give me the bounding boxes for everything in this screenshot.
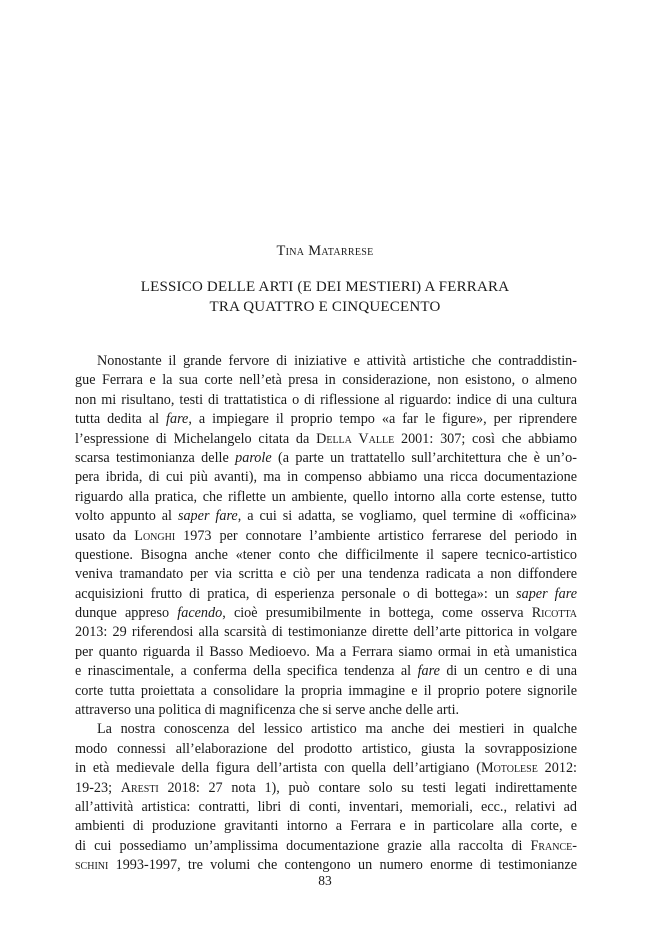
article-title	[0, 277, 650, 317]
author-citation: Longhi	[134, 527, 176, 544]
text-line	[75, 391, 577, 410]
article-title-line: TRA QUATTRO E CINQUECENTO	[209, 299, 441, 315]
text-line	[75, 623, 577, 642]
text-line	[75, 817, 577, 836]
text-line	[75, 682, 577, 701]
text-run: , a impiegare il proprio tempo «a far le figure», per riprendere	[188, 411, 577, 428]
text-run: per quanto riguarda il Basso Medioevo. Ma a Ferrara siamo ormai in età umanistica	[75, 643, 577, 660]
text-run: 2012:	[537, 760, 577, 777]
page-number: 83	[318, 873, 332, 888]
text-line	[75, 740, 577, 759]
text-run: ambienti di produzione gravitanti intorno a Ferrara e in particolare alla corte, e	[75, 818, 577, 835]
text-line	[75, 430, 577, 449]
author-citation: France-	[530, 837, 577, 854]
text-run: di un centro e di una	[439, 663, 577, 680]
text-run: l’espressione di Michelangelo citata da	[75, 430, 317, 447]
text-run: attraverso una politica di magnificenza che si serve anche delle arti.	[75, 702, 460, 719]
text-line	[75, 643, 577, 662]
author-citation: Motolese	[480, 760, 538, 777]
text-run: all’attività artistica: contratti, libri di conti, inventari, memoriali, ecc., relativi ad	[75, 798, 577, 815]
text-run: veniva tramandato per via scritta e ciò per una tendenza radicata a non diffondere	[75, 566, 577, 583]
text-line	[75, 585, 577, 604]
text-line	[75, 837, 577, 856]
text-run: tutta dedita al	[75, 411, 167, 428]
text-line	[75, 565, 577, 584]
author-citation: Ricotta	[531, 605, 578, 622]
text-run: , a cui si adatta, se vogliamo, quel termine di «officina»	[237, 508, 577, 525]
text-line	[75, 371, 577, 390]
text-run: 2018: 27 nota 1), può contare solo su testi legati indirettamente	[158, 779, 577, 796]
text-run: 19-23;	[75, 779, 121, 796]
text-line	[75, 449, 577, 468]
text-line	[75, 468, 577, 487]
text-run: Nonostante il grande fervore di iniziative e attività artistiche che contraddistin-	[97, 353, 577, 369]
italic-term: saper fare	[177, 508, 238, 525]
text-run: di cui possediamo un’amplissima documentazione grazie alla raccolta di	[75, 837, 531, 854]
text-line	[75, 488, 577, 507]
text-run: corte tutta proiettata a consolidare la propria immagine e il proprio potere signorile	[75, 682, 577, 699]
author-citation: Aresti	[120, 779, 159, 796]
text-line	[75, 352, 577, 371]
text-line	[75, 546, 577, 565]
text-line	[75, 759, 577, 778]
text-line	[75, 410, 577, 429]
text-line	[75, 798, 577, 817]
italic-term: fare	[166, 411, 189, 428]
text-run: usato da	[75, 527, 135, 544]
text-line	[75, 604, 577, 623]
text-line	[75, 507, 577, 526]
text-run: gue Ferrara e la sua corte nell’età presa in considerazione, non esistono, o almeno	[75, 372, 577, 389]
text-run: modo connessi all’elaborazione del prodotto artistico, giusta la sovrapposizione	[75, 740, 577, 757]
text-line	[75, 779, 577, 798]
text-run: 1993-1997, tre volumi che contengono un numero enorme di testimonianze	[108, 857, 577, 874]
text-line	[75, 701, 577, 720]
text-run: dunque appreso	[75, 605, 178, 622]
text-run: in età medievale della figura dell’artista con quella dell’artigiano (	[75, 760, 481, 777]
text-run: La nostra conoscenza del lessico artistico ma anche dei mestieri in qualche	[97, 721, 577, 738]
text-run: riguardo alla pratica, che riflette un ambiente, quello intorno alla corte estense, tutto	[75, 488, 577, 505]
author-citation: Della Valle	[316, 430, 395, 447]
text-run: , cioè presumibilmente in bottega, come osserva	[222, 605, 532, 622]
text-run: 2013: 29 riferendosi alla scarsità di testimonianze dirette dell’arte pittorica in volgare	[75, 624, 577, 641]
text-run: pera ibrida, di cui più avanti), ma in compenso abbiamo una ricca documentazione	[75, 469, 577, 486]
text-run: scarsa testimonianza delle	[75, 449, 236, 466]
text-run: volto appunto al	[75, 508, 178, 525]
running-author: Tina Matarrese	[276, 243, 374, 259]
text-run: 2001: 307; così che abbiamo	[394, 430, 578, 447]
text-line	[75, 662, 577, 681]
italic-term: fare	[417, 663, 440, 680]
text-run: acquisizioni frutto di pratica, di esperienza personale o di bottega»: un	[75, 585, 517, 602]
italic-term: parole	[235, 449, 272, 466]
text-run: 1973 per connotare l’ambiente artistico ferrarese del periodo in	[175, 527, 577, 544]
text-run: (a parte un trattatello sull’architettura che è un’o-	[271, 449, 577, 466]
text-line	[75, 720, 577, 739]
text-run: non mi risultano, testi di trattatistica o di riflessione al riguardo: indice di una cultura	[75, 391, 577, 408]
text-line	[75, 527, 577, 546]
body-text	[75, 352, 577, 876]
text-run: questione. Bisogna anche «tener conto che difficilmente il sapere tecnico-artistico	[75, 546, 577, 563]
text-run: e rinascimentale, a conferma della specifica tendenza al	[75, 663, 418, 680]
italic-term: saper fare	[516, 585, 577, 602]
author-citation: schini	[75, 857, 109, 874]
article-title-line: LESSICO DELLE ARTI (E DEI MESTIERI) A FERRARA	[140, 279, 510, 295]
italic-term: facendo	[177, 605, 223, 622]
